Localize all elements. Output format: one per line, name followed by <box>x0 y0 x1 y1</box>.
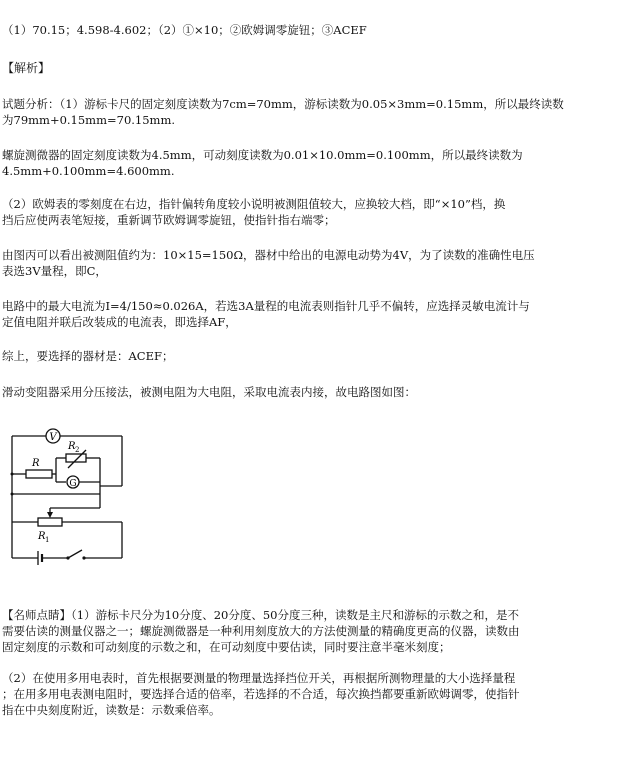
tips-paragraph-multimeter <box>2 670 626 718</box>
tips-text: （1）游标卡尺分为10分度、20分度、50分度三种，读数是主尺和游标的示数之和，是不 <box>71 608 519 622</box>
text-line: （2）在使用多用电表时，首先根据要测量的物理量选择挡位开关，再根据所测物理量的大小选择量程 <box>2 671 516 685</box>
text-line: 螺旋测微器的固定刻度读数为4.5mm，可动刻度读数为0.01×10.0mm=0.100mm，所以最终读数为 <box>2 148 523 162</box>
text-line: 指在中央刻度附近，读数是：示数乘倍率。 <box>2 703 221 717</box>
r2-label: R <box>68 441 76 452</box>
text-line: （2）欧姆表的零刻度在右边，指针偏转角度较小说明被测阻值较大，应换较大档，即“×10”档，换 <box>2 197 506 211</box>
text-line: 挡后应使两表笔短接，重新调节欧姆调零旋钮，使指针指右端零； <box>2 213 336 227</box>
junction-dot <box>11 493 14 496</box>
analysis-paragraph-resistance <box>2 247 626 279</box>
r-label: R <box>32 458 40 469</box>
text-line: 需要估读的测量仪器之一；螺旋测微器是一种利用刻度放大的方法使测量的精确度更高的仪器，读数由 <box>2 624 520 638</box>
text-line: 为79mm+0.15mm=70.15mm. <box>2 113 176 127</box>
resistor-r-symbol <box>26 470 52 478</box>
tips-paragraph <box>2 607 626 655</box>
analysis-circuit-intro: 滑动变阻器采用分压接法，被测电阻为大电阻，采取电流表内接，故电路图如图： <box>2 385 416 399</box>
answer-line: （1）70.15；4.598-4.602；（2）①×10；②欧姆调零旋钮；③ACEF <box>2 23 367 37</box>
text-line: 表选3V量程，即C， <box>2 264 107 278</box>
text-line: 定值电阻并联后改装成的电流表，即选择AF， <box>2 315 237 329</box>
r1-label: R <box>38 531 46 542</box>
switch-contact <box>82 556 85 559</box>
tips-heading: 【名师点睛】 <box>2 608 71 622</box>
analysis-paragraph-vernier <box>2 96 626 128</box>
circuit-diagram <box>4 418 144 568</box>
junction-dot <box>11 473 14 476</box>
switch-blade <box>68 550 82 558</box>
text-line: 由图丙可以看出被测阻值约为：10×15=150Ω，器材中给出的电源电动势为4V，为了读数的准确性电压 <box>2 248 535 262</box>
analysis-paragraph-ohmmeter <box>2 196 626 228</box>
voltmeter-label: V <box>49 432 57 443</box>
r2-subscript: 2 <box>75 446 80 454</box>
resistor-r1-symbol <box>38 518 62 526</box>
galvanometer-label: G <box>69 479 77 489</box>
analysis-paragraph-current <box>2 298 626 330</box>
text-line: ；在用多用电表测电阻时，要选择合适的倍率，若选择的不合适，每次换挡都要重新欧姆调零，使指针 <box>2 687 520 701</box>
analysis-paragraph-micrometer <box>2 147 626 179</box>
slider-arrowhead <box>47 512 53 518</box>
text-line: 4.5mm+0.100mm=4.600mm. <box>2 164 175 178</box>
text-line <box>2 607 626 623</box>
analysis-heading: 【解析】 <box>2 61 51 75</box>
text-line: 电路中的最大电流为I=4/150≈0.026A，若选3A量程的电流表则指针几乎不偏转，应选择灵敏电流计与 <box>2 299 530 313</box>
text-line: 试题分析：（1）游标卡尺的固定刻度读数为7cm=70mm，游标读数为0.05×3mm=0.15mm，所以最终读数 <box>2 97 564 111</box>
switch-contact <box>66 556 69 559</box>
text-line: 固定刻度的示数和可动刻度的示数之和，在可动刻度中要估读，同时要注意半毫米刻度； <box>2 640 451 654</box>
analysis-summary: 综上，要选择的器材是：ACEF； <box>2 349 174 363</box>
r1-subscript: 1 <box>45 536 50 544</box>
